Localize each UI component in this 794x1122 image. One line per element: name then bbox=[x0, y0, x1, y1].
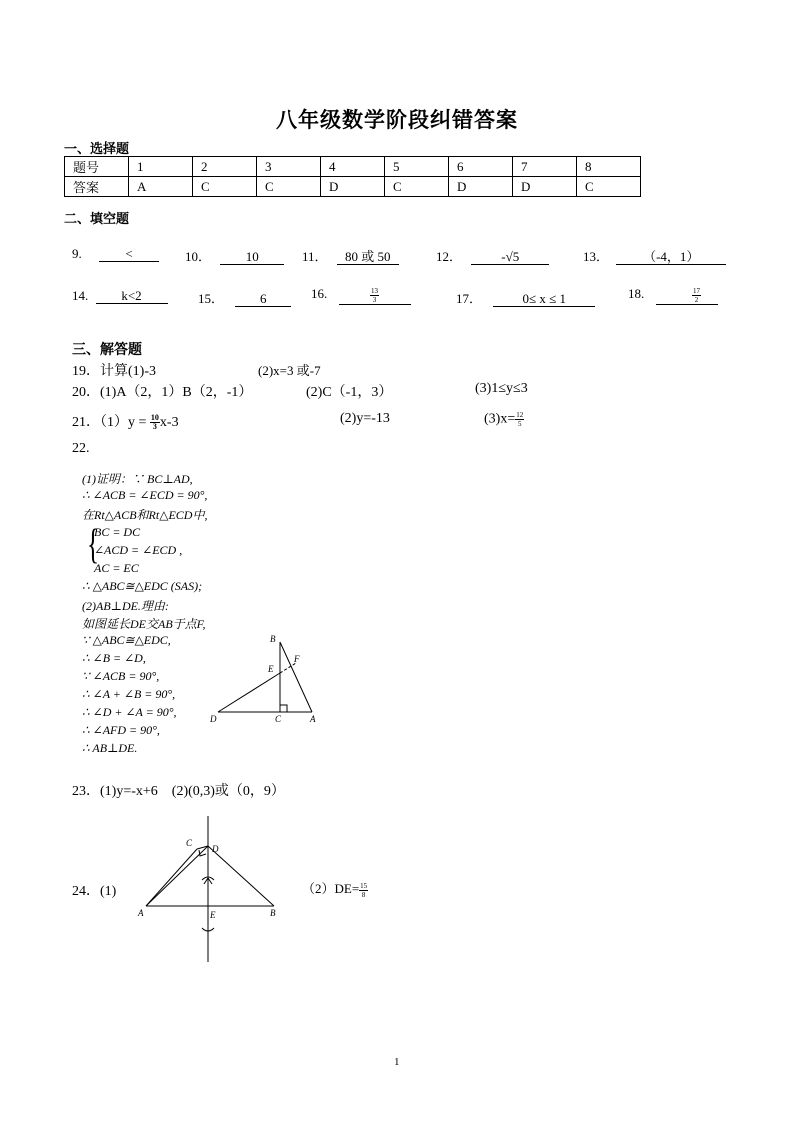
answer-20a: 20．(1)A（2，1）B（2，-1） bbox=[72, 385, 253, 400]
label-E: E bbox=[268, 664, 274, 674]
answer-blank: < bbox=[99, 247, 159, 262]
answer-24a: 24．(1) bbox=[72, 884, 117, 899]
label-C: C bbox=[275, 714, 282, 724]
label-D: D bbox=[210, 714, 217, 724]
table-cell: 2 bbox=[193, 157, 257, 177]
answer-blank: 0≤ x ≤ 1 bbox=[493, 292, 595, 307]
fill-item-10 bbox=[185, 246, 284, 265]
table-cell: 7 bbox=[513, 157, 577, 177]
fill-item-15 bbox=[198, 288, 291, 307]
answer-19b: (2)x=3 或-7 bbox=[258, 363, 321, 378]
table-cell: 3 bbox=[257, 157, 321, 177]
question-number: 17． bbox=[456, 291, 483, 306]
fill-item-16 bbox=[311, 286, 411, 305]
label-F: F bbox=[294, 654, 300, 664]
label-C: C bbox=[186, 838, 193, 848]
table-cell: A bbox=[129, 177, 193, 197]
answer-19: 19．计算(1)-3 bbox=[72, 364, 156, 379]
triangle-figure-22 bbox=[200, 630, 330, 725]
answer-blank bbox=[339, 287, 411, 305]
proof-line: ∴ ∠A + ∠B = 90°, bbox=[82, 687, 176, 701]
answer-24b bbox=[302, 878, 368, 899]
question-number: 15． bbox=[198, 291, 225, 306]
answer-blank: 10 bbox=[220, 250, 284, 265]
page-title: 八年级数学阶段纠错答案 bbox=[276, 108, 518, 132]
fraction-denominator: 3 bbox=[372, 295, 377, 304]
proof-line: (2)AB⊥DE.理由: bbox=[82, 599, 169, 613]
table-cell: 5 bbox=[385, 157, 449, 177]
multiple-choice-table bbox=[64, 156, 641, 197]
proof-line: 如图延长DE交AB于点F, bbox=[82, 617, 206, 631]
fill-item-14 bbox=[72, 288, 168, 304]
table-cell: C bbox=[385, 177, 449, 197]
fraction bbox=[150, 414, 160, 431]
answer-blank: 80 或 50 bbox=[337, 250, 399, 265]
question-number: 14. bbox=[72, 288, 89, 303]
triangle-figure-24 bbox=[130, 812, 290, 967]
answer-20c: (3)1≤y≤3 bbox=[475, 381, 528, 396]
brace-symbol: { bbox=[87, 522, 100, 568]
question-number: 10． bbox=[185, 249, 212, 264]
proof-line: ∠ACD = ∠ECD , bbox=[94, 543, 183, 557]
table-cell: C bbox=[577, 177, 641, 197]
answer-blank bbox=[656, 287, 718, 305]
proof-line: ∴ ∠AFD = 90°, bbox=[82, 723, 160, 737]
question-number: 13． bbox=[583, 249, 610, 264]
table-cell: D bbox=[321, 177, 385, 197]
table-cell: C bbox=[193, 177, 257, 197]
fill-item-9 bbox=[72, 246, 159, 262]
table-cell: D bbox=[449, 177, 513, 197]
label-D: D bbox=[212, 844, 219, 854]
fraction bbox=[359, 882, 368, 899]
table-row bbox=[65, 177, 641, 197]
answer-text: （2）DE= bbox=[302, 881, 360, 896]
fraction bbox=[370, 287, 379, 304]
fill-item-12 bbox=[436, 246, 549, 265]
proof-line: ∵ ∠ACB = 90°, bbox=[82, 669, 160, 683]
section-heading-fill: 二、填空题 bbox=[64, 212, 130, 227]
fill-item-18 bbox=[628, 286, 718, 305]
proof-line: (1)证明：∵ BC⊥AD, bbox=[82, 472, 193, 486]
segment-AC bbox=[146, 849, 197, 906]
answer-23: 23．(1)y=-x+6 (2)(0,3)或（0，9） bbox=[72, 784, 285, 799]
fraction bbox=[692, 287, 701, 304]
fraction-denominator: 3 bbox=[152, 422, 157, 432]
section-heading-choice: 一、选择题 bbox=[64, 142, 130, 157]
table-cell: D bbox=[513, 177, 577, 197]
answer-21a bbox=[72, 411, 179, 431]
segment-BA bbox=[280, 642, 312, 712]
answer-blank: （-4，1） bbox=[616, 250, 726, 265]
fraction-numerator: 10 bbox=[150, 413, 159, 423]
label-A: A bbox=[310, 714, 316, 724]
table-row bbox=[65, 157, 641, 177]
question-number: 9. bbox=[72, 246, 82, 261]
answer-22-label: 22. bbox=[72, 441, 90, 456]
table-cell: C bbox=[257, 177, 321, 197]
fraction-numerator: 15 bbox=[360, 881, 368, 890]
table-header-cell: 题号 bbox=[65, 157, 129, 177]
segment-DB bbox=[208, 846, 274, 906]
question-number: 11． bbox=[302, 249, 328, 264]
section-heading-solutions: 三、解答题 bbox=[72, 342, 142, 358]
answer-text: x-3 bbox=[159, 415, 179, 430]
table-header-cell: 答案 bbox=[65, 177, 129, 197]
proof-line: ∴ ∠B = ∠D, bbox=[82, 651, 146, 665]
proof-line: BC = DC bbox=[94, 525, 141, 539]
fraction-numerator: 13 bbox=[371, 286, 378, 295]
table-cell: 1 bbox=[129, 157, 193, 177]
fraction-denominator: 8 bbox=[361, 890, 366, 899]
table-cell: 8 bbox=[577, 157, 641, 177]
fraction-denominator: 5 bbox=[517, 420, 522, 428]
fill-item-13 bbox=[583, 246, 726, 265]
segment-DE bbox=[218, 673, 280, 712]
proof-line: ∴ ∠ACB = ∠ECD = 90°, bbox=[82, 488, 208, 502]
fill-item-11 bbox=[302, 246, 399, 265]
table-cell: 6 bbox=[449, 157, 513, 177]
fraction bbox=[515, 411, 524, 428]
label-B: B bbox=[270, 908, 276, 918]
answer-21b: (2)y=-13 bbox=[340, 411, 390, 426]
label-B: B bbox=[270, 634, 276, 644]
proof-line: ∴ ∠D + ∠A = 90°, bbox=[82, 705, 177, 719]
answer-blank: -√5 bbox=[471, 250, 549, 265]
right-angle-mark bbox=[280, 705, 287, 712]
question-number: 16. bbox=[311, 286, 328, 301]
proof-line: AC = EC bbox=[94, 561, 139, 575]
answer-blank: k<2 bbox=[96, 289, 168, 304]
proof-line: ∴ △ABC≅△EDC (SAS); bbox=[82, 579, 203, 593]
segment-AD bbox=[146, 846, 208, 906]
fill-item-17 bbox=[456, 288, 595, 307]
label-E: E bbox=[210, 910, 216, 920]
fraction-denominator: 2 bbox=[694, 295, 699, 304]
answer-text: 21．（1）y = bbox=[72, 415, 147, 430]
question-number: 18. bbox=[628, 286, 645, 301]
proof-line: ∵ △ABC≅△EDC, bbox=[82, 633, 171, 647]
fraction-numerator: 12 bbox=[516, 411, 524, 419]
question-number: 12． bbox=[436, 249, 463, 264]
label-A: A bbox=[138, 908, 144, 918]
answer-20b: (2)C（-1，3） bbox=[306, 385, 393, 400]
fraction-numerator: 17 bbox=[693, 286, 700, 295]
page-number: 1 bbox=[394, 1056, 400, 1068]
proof-line: ∴ AB⊥DE. bbox=[82, 741, 138, 755]
proof-line: 在Rt△ACB和Rt△ECD中, bbox=[82, 508, 208, 522]
answer-blank: 6 bbox=[235, 292, 291, 307]
table-cell: 4 bbox=[321, 157, 385, 177]
answer-21c bbox=[484, 411, 524, 428]
answer-text: (3)x= bbox=[484, 411, 516, 427]
